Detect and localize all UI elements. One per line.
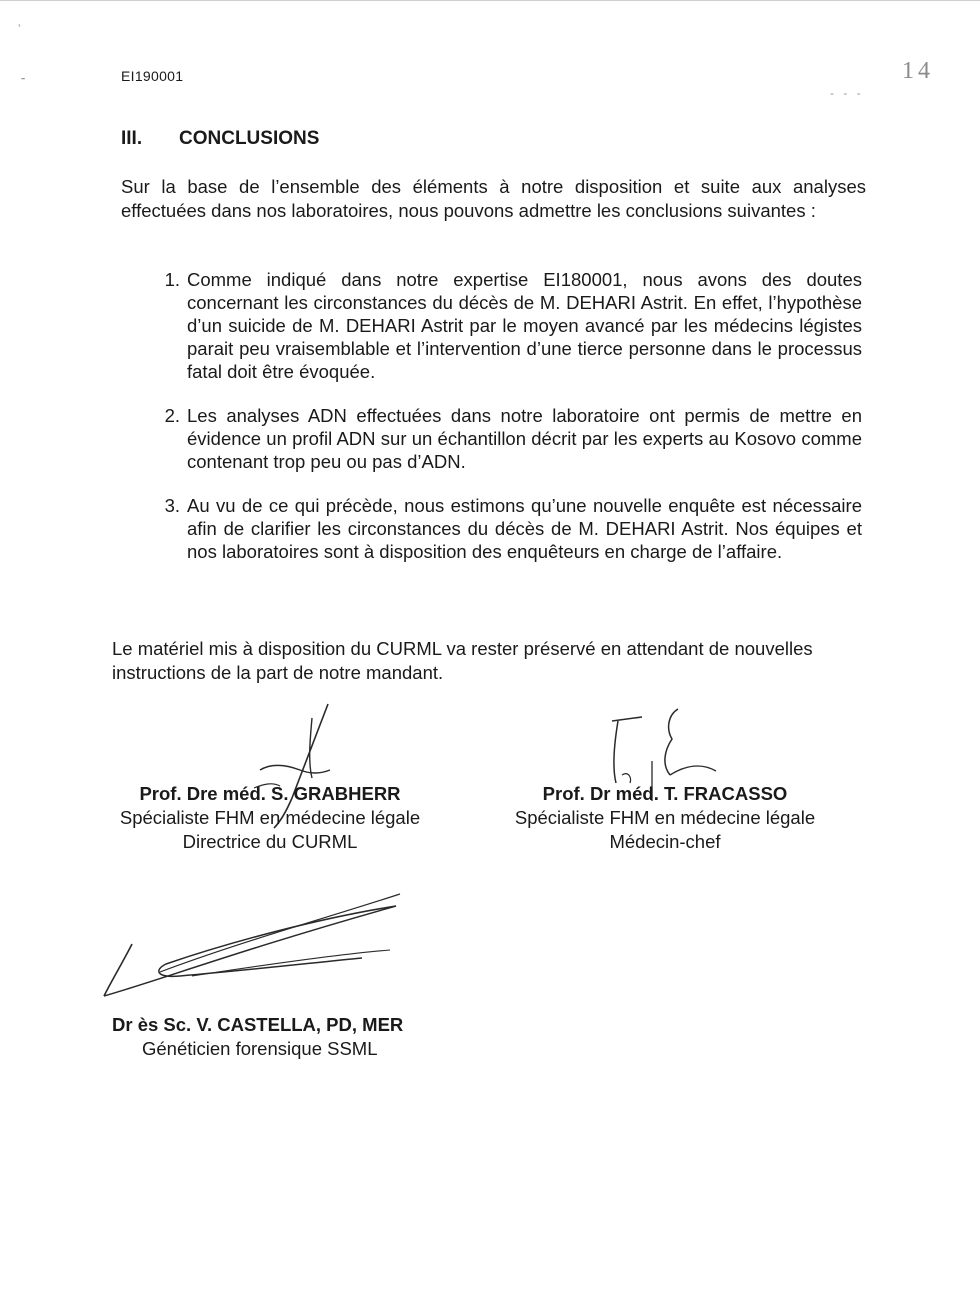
section-heading xyxy=(121,128,319,150)
signatory-block xyxy=(500,782,830,854)
signatory-name: Dr ès Sc. V. CASTELLA, PD, MER xyxy=(112,1014,404,1035)
conclusion-text: Comme indiqué dans notre expertise EI180001, nous avons des doutes concernant les circonstances du décès de M. DEHARI Astrit. En effet, l’hypothèse d’un suicide de M. DEHARI Astrit par le moyen avancé par les médecins légistes parait peu vraisemblable et l’intervention d’une tierce personne dans le processus fatal doit être évoquée. xyxy=(187,269,862,382)
section-number: III. xyxy=(121,128,143,149)
conclusion-number: 3. xyxy=(164,495,180,516)
signatory-block xyxy=(100,1013,430,1061)
signatory-title: Spécialiste FHM en médecine légale xyxy=(514,807,816,828)
conclusion-item xyxy=(150,268,862,383)
scan-speck: ʼ xyxy=(18,22,21,36)
signatory-name: Prof. Dr méd. T. FRACASSO xyxy=(542,783,788,804)
page-top-edge xyxy=(0,0,980,1)
conclusion-text: Au vu de ce qui précède, nous estimons qu’une nouvelle enquête est nécessaire afin de clarifier les circonstances du décès de M. DEHARI Astrit. Nos équipes et nos laboratoires sont à disposition des enquêteurs en charge de l’affaire. xyxy=(187,495,862,562)
conclusion-item xyxy=(150,494,862,563)
closing-paragraph: Le matériel mis à disposition du CURML va rester préservé en attendant de nouvelles instructions de la part de notre mandant. xyxy=(112,638,813,683)
conclusion-item xyxy=(150,404,862,473)
signatory-role: Directrice du CURML xyxy=(182,831,358,852)
scan-speck: ⁃ xyxy=(20,72,26,86)
section-title: CONCLUSIONS xyxy=(179,128,320,149)
signatory-role: Médecin-chef xyxy=(609,831,721,852)
conclusion-text: Les analyses ADN effectuées dans notre laboratoire ont permis de mettre en évidence un profil ADN sur un échantillon décrit par les experts au Kosovo comme contenant trop peu ou pas d’ADN. xyxy=(187,405,862,472)
signatory-name: Prof. Dre méd. S. GRABHERR xyxy=(139,783,401,804)
document-reference: EI190001 xyxy=(121,68,184,84)
signatory-role: Généticien forensique SSML xyxy=(142,1038,378,1059)
margin-dashes: - - - xyxy=(830,86,864,100)
conclusion-number: 2. xyxy=(164,405,180,426)
signatory-title: Spécialiste FHM en médecine légale xyxy=(119,807,421,828)
signatory-block xyxy=(100,782,440,854)
page-number: 14 xyxy=(902,58,934,84)
signature-castella xyxy=(100,880,410,1000)
conclusion-number: 1. xyxy=(164,269,180,290)
intro-paragraph: Sur la base de l’ensemble des éléments à notre disposition et suite aux analyses effectuées dans nos laboratoires, nous pouvons admettre les conclusions suivantes : xyxy=(121,176,866,221)
conclusions-list xyxy=(150,268,862,584)
